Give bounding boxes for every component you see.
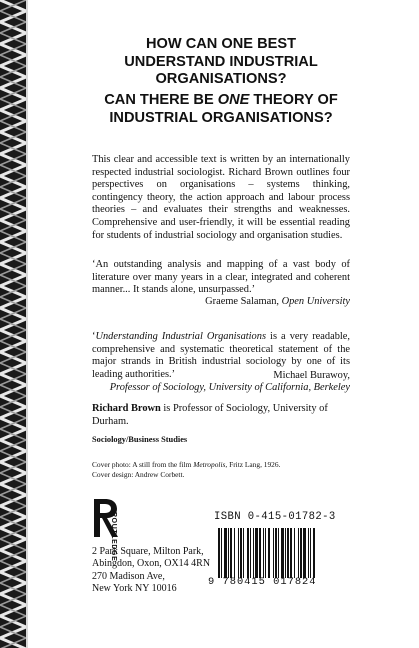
spine-edge	[26, 0, 28, 648]
barcode-bar	[298, 528, 299, 578]
barcode-bar	[259, 528, 261, 578]
barcode-bar	[294, 528, 295, 578]
barcode-bar	[250, 528, 251, 578]
barcode-bar	[224, 528, 227, 578]
reviewer-affiliation: Open University	[281, 296, 350, 307]
barcode-bar	[281, 528, 284, 578]
publisher-name-text: ROUTLEDGE	[110, 512, 117, 562]
reviewer-affiliation-text: Professor of Sociology, University of California, Berkeley	[109, 382, 350, 393]
barcode-bar	[240, 528, 242, 578]
barcode-bar	[300, 528, 302, 578]
barcode-bar	[263, 528, 264, 578]
spine-pattern	[0, 0, 26, 648]
address-line: New York NY 10016	[92, 583, 177, 595]
barcode-bar	[230, 528, 232, 578]
address-line: Abingdon, Oxon, OX14 4RN	[92, 558, 211, 570]
author-name: Richard Brown	[92, 403, 161, 414]
address-line: 2 Park Square, Milton Park,	[92, 546, 204, 557]
publisher-address	[92, 546, 210, 596]
barcode-bar	[253, 528, 254, 578]
barcode-bar	[265, 528, 266, 578]
barcode-bar	[238, 528, 239, 578]
barcode-bar	[221, 528, 222, 578]
barcode-bar	[273, 528, 274, 578]
barcode-bar	[310, 528, 311, 578]
barcode-bar	[287, 528, 289, 578]
design-credit: Cover design: Andrew Corbett.	[92, 469, 185, 479]
headline-line: INDUSTRIAL ORGANISATIONS?	[109, 109, 333, 126]
headline-fragment: CAN THERE BE	[104, 92, 218, 108]
photo-credit-film: Metropolis	[193, 460, 226, 469]
photo-credit-prefix: Cover photo: A still from the film	[92, 460, 194, 469]
cover-credits	[92, 460, 280, 479]
headline-line: HOW CAN ONE BEST	[146, 36, 296, 52]
barcode-bar	[218, 528, 220, 578]
isbn-number: ISBN 0-415-01782-3	[214, 511, 336, 523]
headline-question-1	[92, 36, 350, 89]
barcode-bar	[255, 528, 258, 578]
book-description: This clear and accessible text is written by an internationally respected industrial sociologist. Richard Brown outlines four perspectives on organisations – systems thinking, contingency theory, the action approach and labour process theories – and evaluates their strengths and weaknesses. Comprehensive and user-friendly, it will be essential reading for students of industrial sociology and organisation studies.	[92, 154, 350, 241]
barcode-bar	[243, 528, 244, 578]
author-bio	[92, 403, 350, 428]
barcode-bar	[247, 528, 249, 578]
barcode-bar	[268, 528, 270, 578]
reviewer-name: Michael Burawoy,	[273, 370, 350, 381]
headline-line: ORGANISATIONS?	[155, 71, 287, 88]
headline-emphasis: ONE	[217, 92, 250, 108]
barcode-bar	[275, 528, 277, 578]
address-line: 270 Madison Ave,	[92, 570, 165, 582]
barcode-digits: 9 780415 017824	[208, 576, 317, 588]
barcode-bar	[308, 528, 309, 578]
quote-open-mark: ‘	[92, 331, 96, 342]
reviewer-name: Graeme Salaman,	[205, 296, 282, 307]
barcode-bar	[278, 528, 279, 578]
author-bio-text: is Professor of Sociology, University of Durham.	[92, 403, 328, 427]
review-quote-text: is a very readable, comprehensive and systematic theoretical statement of the major strands in British industrial sociology by one of its leading authorities.’	[92, 331, 350, 380]
photo-credit-suffix: , Fritz Lang, 1926.	[225, 460, 281, 469]
subject-category: Sociology/Business Studies	[92, 435, 188, 444]
book-title-italic: Understanding Industrial Organisations	[95, 331, 266, 342]
barcode-bar	[285, 528, 286, 578]
reviewer-affiliation	[110, 382, 350, 395]
headline-question-2	[92, 92, 350, 127]
barcode-bar	[290, 528, 292, 578]
review-citation-1	[205, 296, 350, 309]
barcode-bar	[303, 528, 306, 578]
diagonal-pattern-icon	[0, 0, 26, 648]
headline-fragment: THEORY OF	[249, 92, 338, 108]
headline-line: UNDERSTAND INDUSTRIAL	[124, 53, 318, 70]
review-quote-1: ‘An outstanding analysis and mapping of a vast body of literature over many years in a clear, integrated and coherent manner... It stands alone, unsurpassed.’	[92, 259, 350, 296]
barcode-icon	[216, 528, 348, 578]
barcode-bar	[228, 528, 229, 578]
barcode-bar	[234, 528, 235, 578]
barcode-bar	[313, 528, 315, 578]
